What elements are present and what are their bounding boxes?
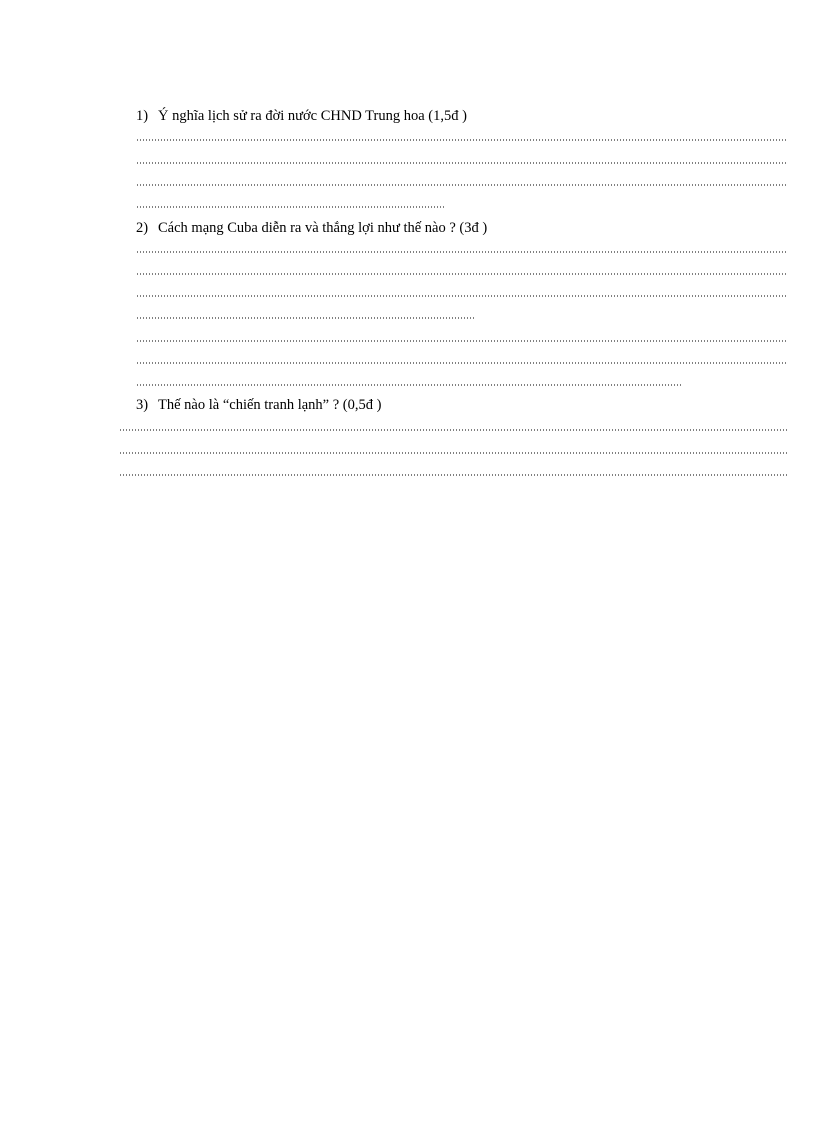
answer-line-2-3 [136,295,787,297]
answer-line-1-3 [136,184,787,186]
question-1-text: Ý nghĩa lịch sử ra đời nước CHND Trung hoa (1,5đ ) [158,108,467,124]
answer-line-2-5 [136,340,787,342]
answer-line-3-3 [119,474,789,476]
answer-line-2-6 [136,362,787,364]
answer-line-1-2 [136,162,787,164]
question-2-text: Cách mạng Cuba diễn ra và thắng lợi như thế nào ? (3đ ) [158,220,488,236]
question-2-number: 2) [136,220,149,236]
answer-line-3-2 [119,452,789,454]
question-1 [136,107,467,125]
question-3-text: Thế nào là “chiến tranh lạnh” ? (0,5đ ) [158,397,382,413]
answer-line-2-4 [136,317,474,319]
answer-line-2-1 [136,251,787,253]
question-3-number: 3) [136,397,149,413]
answer-line-3-1 [119,429,789,431]
question-2 [136,219,487,237]
answer-line-2-7 [136,384,682,386]
answer-line-1-4 [136,206,446,208]
question-3 [136,396,381,414]
answer-line-1-1 [136,139,787,141]
answer-line-2-2 [136,273,787,275]
question-1-number: 1) [136,108,149,124]
